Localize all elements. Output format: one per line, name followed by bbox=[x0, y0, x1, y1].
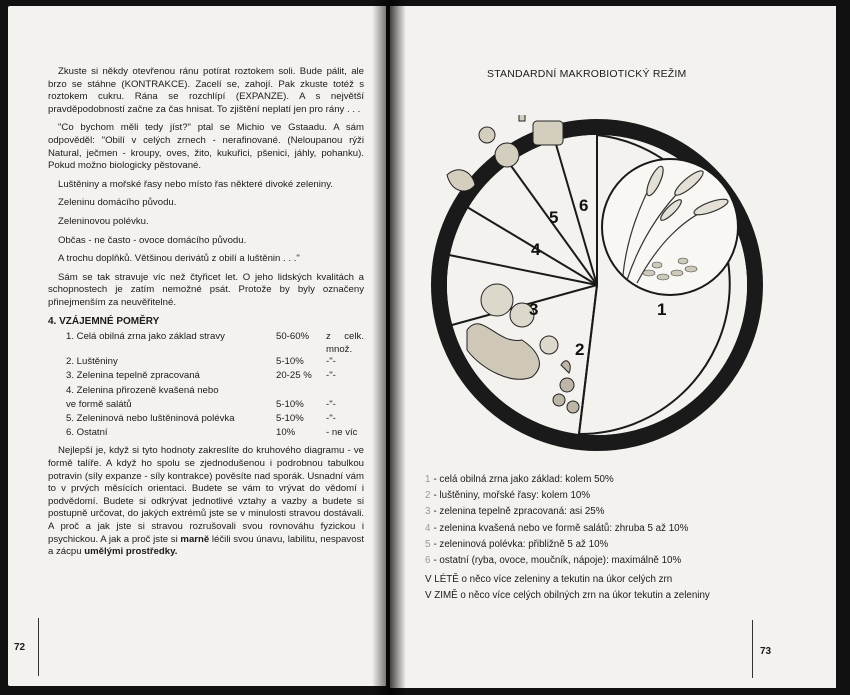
ratio-item: 5. Zeleninová nebo luštěninová polévka bbox=[66, 413, 235, 425]
ratio-note: - ne víc bbox=[326, 427, 358, 439]
paragraph: Sám se tak stravuje víc než čtyřicet let. O jeho lidských kvalitách a schopnostech je zatím nemožné psát. Protože by byly označeny přinejmenším za neuvěřitelné. bbox=[48, 271, 364, 308]
paragraph: Zeleninu domácího původu. bbox=[58, 197, 177, 209]
ratio-row bbox=[48, 356, 364, 370]
book-gutter bbox=[372, 0, 406, 695]
left-page-body bbox=[48, 66, 364, 565]
section-heading: 4. VZÁJEMNÉ POMĚRY bbox=[48, 315, 160, 327]
ratio-pct: 5-10% bbox=[276, 398, 304, 410]
legend-item bbox=[425, 553, 785, 569]
ratio-item: 1. Celá obilná zrna jako základ stravy bbox=[66, 331, 225, 343]
ratio-row bbox=[48, 399, 364, 413]
grain-bowl-illustration bbox=[602, 159, 738, 295]
legend-item bbox=[425, 472, 785, 488]
ratio-item: 4. Zelenina přirozeně kvašená nebo bbox=[66, 384, 219, 396]
legend-number: 6 bbox=[425, 555, 431, 567]
segment-label: 5 bbox=[549, 208, 559, 227]
legend-number: 2 bbox=[425, 490, 431, 502]
paragraph: Zkuste si někdy otevřenou ránu potírat roztokem soli. Bude pálit, ale brzo se stáhne (KONTRAKCE). Zacelí se, zahojí. Pak zkuste totéž s roztokem cukru. Rána se rozchlípí (EXPANZE). A s největší pravděpodobností začne za čas hnisat. To zjištění neplatí jen pro rány . . . bbox=[48, 66, 364, 115]
ratio-pct bbox=[276, 385, 326, 399]
legend-number: 3 bbox=[425, 506, 431, 518]
segment-label: 3 bbox=[529, 300, 539, 319]
segment-label: 6 bbox=[579, 196, 589, 215]
macrobiotic-plate-diagram bbox=[427, 115, 767, 455]
legend-text: - zelenina kvašená nebo ve formě salátů: zhruba 5 až 10% bbox=[433, 522, 689, 534]
ratio-note: z celk. množ. bbox=[326, 331, 364, 355]
ratios-table bbox=[48, 331, 364, 441]
paragraph: A trochu doplňků. Většinou derivátů z obilí a luštěnin . . ." bbox=[58, 253, 300, 265]
legend-text: - luštěniny, mořské řasy: kolem 10% bbox=[433, 490, 591, 502]
ratio-pct: 5-10% bbox=[276, 356, 304, 368]
closing-paragraph bbox=[48, 445, 364, 558]
right-margin-rule bbox=[752, 620, 753, 678]
chart-legend bbox=[425, 472, 785, 569]
note-winter: V ZIMĚ o něco více celých obilných zrn na úkor tekutin a zeleniny bbox=[425, 589, 710, 601]
ratio-row bbox=[48, 370, 364, 384]
ratio-note: -"- bbox=[326, 356, 336, 368]
ratio-note: -"- bbox=[326, 413, 336, 425]
ratio-pct: 20-25 % bbox=[276, 370, 312, 382]
legend-number: 4 bbox=[425, 522, 431, 534]
legend-text: - ostatní (ryba, ovoce, moučník, nápoje): maximálně 10% bbox=[433, 555, 682, 567]
ratio-row bbox=[48, 331, 364, 356]
segment-label: 2 bbox=[575, 340, 585, 359]
legend-number: 5 bbox=[425, 538, 431, 550]
paragraph: Luštěniny a mořské řasy nebo místo řas některé divoké zeleniny. bbox=[58, 178, 333, 190]
seasonal-notes bbox=[425, 572, 745, 603]
ratio-row bbox=[48, 413, 364, 427]
ratio-pct: 50-60% bbox=[276, 331, 310, 343]
paragraph: Zeleninovou polévku. bbox=[58, 215, 149, 227]
ratio-item: 6. Ostatní bbox=[66, 427, 108, 439]
paragraph: "Co bychom měli tedy jíst?" ptal se Michio ve Gstaadu. A sám odpověděl: "Obilí v celých zrnech - nerafinované. (Neloupanou rýži Natural, ječmen - kroupy, oves, žito, kukuřici, pšenici, jáhly, pohanku). Pokud možno biologicky pěstované. bbox=[48, 122, 364, 172]
legend-number: 1 bbox=[425, 474, 431, 485]
closing-bold-2: umělými prostředky. bbox=[84, 546, 178, 558]
ratio-row bbox=[48, 385, 364, 399]
segment-label: 1 bbox=[657, 300, 667, 319]
legend-item bbox=[425, 521, 785, 537]
ratio-note bbox=[326, 385, 364, 399]
ratio-row bbox=[48, 427, 364, 441]
ratio-item: ve formě salátů bbox=[66, 398, 132, 410]
segment-label: 4 bbox=[531, 240, 541, 259]
closing-text: Nejlepší je, když si tyto hodnoty zakreslíte do kruhového diagramu - ve formě talíře. A když ho spolu se zjednodušenou i podrobnou tabulkou potravin (síly expanze - síly kontrakce) pověsíte nad sporák. Usnadní vám to v prvých měsících orientaci. Budete se vám to vrývat do vědomí i podvědomí. Budete si odkrývat jednotlivé vztahy a vazby a budete si postupně určovat, do jakých extrémů jste se v minulosti stravou dostávali. A proč a jak jste si stravou rozrušovali svou rovnováhu fyzickou i psychickou. A jak a proč jste si bbox=[48, 445, 364, 545]
legend-item bbox=[425, 488, 785, 504]
closing-mid: léčili svou únavu, labilitu, nespavost a zácpu bbox=[48, 533, 365, 558]
note-summer: V LÉTĚ o něco více zeleniny a tekutin na úkor celých zrn bbox=[425, 574, 673, 585]
closing-bold-1: marně bbox=[180, 533, 210, 545]
legend-item bbox=[425, 504, 785, 520]
ratio-pct: 5-10% bbox=[276, 413, 304, 425]
legend-text: - celá obilná zrna jako základ: kolem 50% bbox=[433, 474, 614, 485]
ratio-note: -"- bbox=[326, 370, 336, 382]
ratio-pct: 10% bbox=[276, 427, 296, 439]
left-margin-rule bbox=[38, 618, 39, 676]
legend-text: - zeleninová polévka: přibližně 5 až 10% bbox=[433, 538, 609, 550]
legend-item bbox=[425, 537, 785, 553]
ratio-note: -"- bbox=[326, 398, 336, 410]
page-number-left: 72 bbox=[14, 642, 26, 653]
ratio-item: 2. Luštěniny bbox=[66, 356, 118, 368]
chart-title: STANDARDNÍ MAKROBIOTICKÝ REŽIM bbox=[487, 68, 687, 80]
ratio-item: 3. Zelenina tepelně zpracovaná bbox=[66, 370, 200, 382]
paragraph: Občas - ne často - ovoce domácího původu. bbox=[58, 234, 247, 246]
legend-text: - zelenina tepelně zpracovaná: asi 25% bbox=[433, 506, 605, 518]
page-number-right: 73 bbox=[760, 646, 772, 657]
